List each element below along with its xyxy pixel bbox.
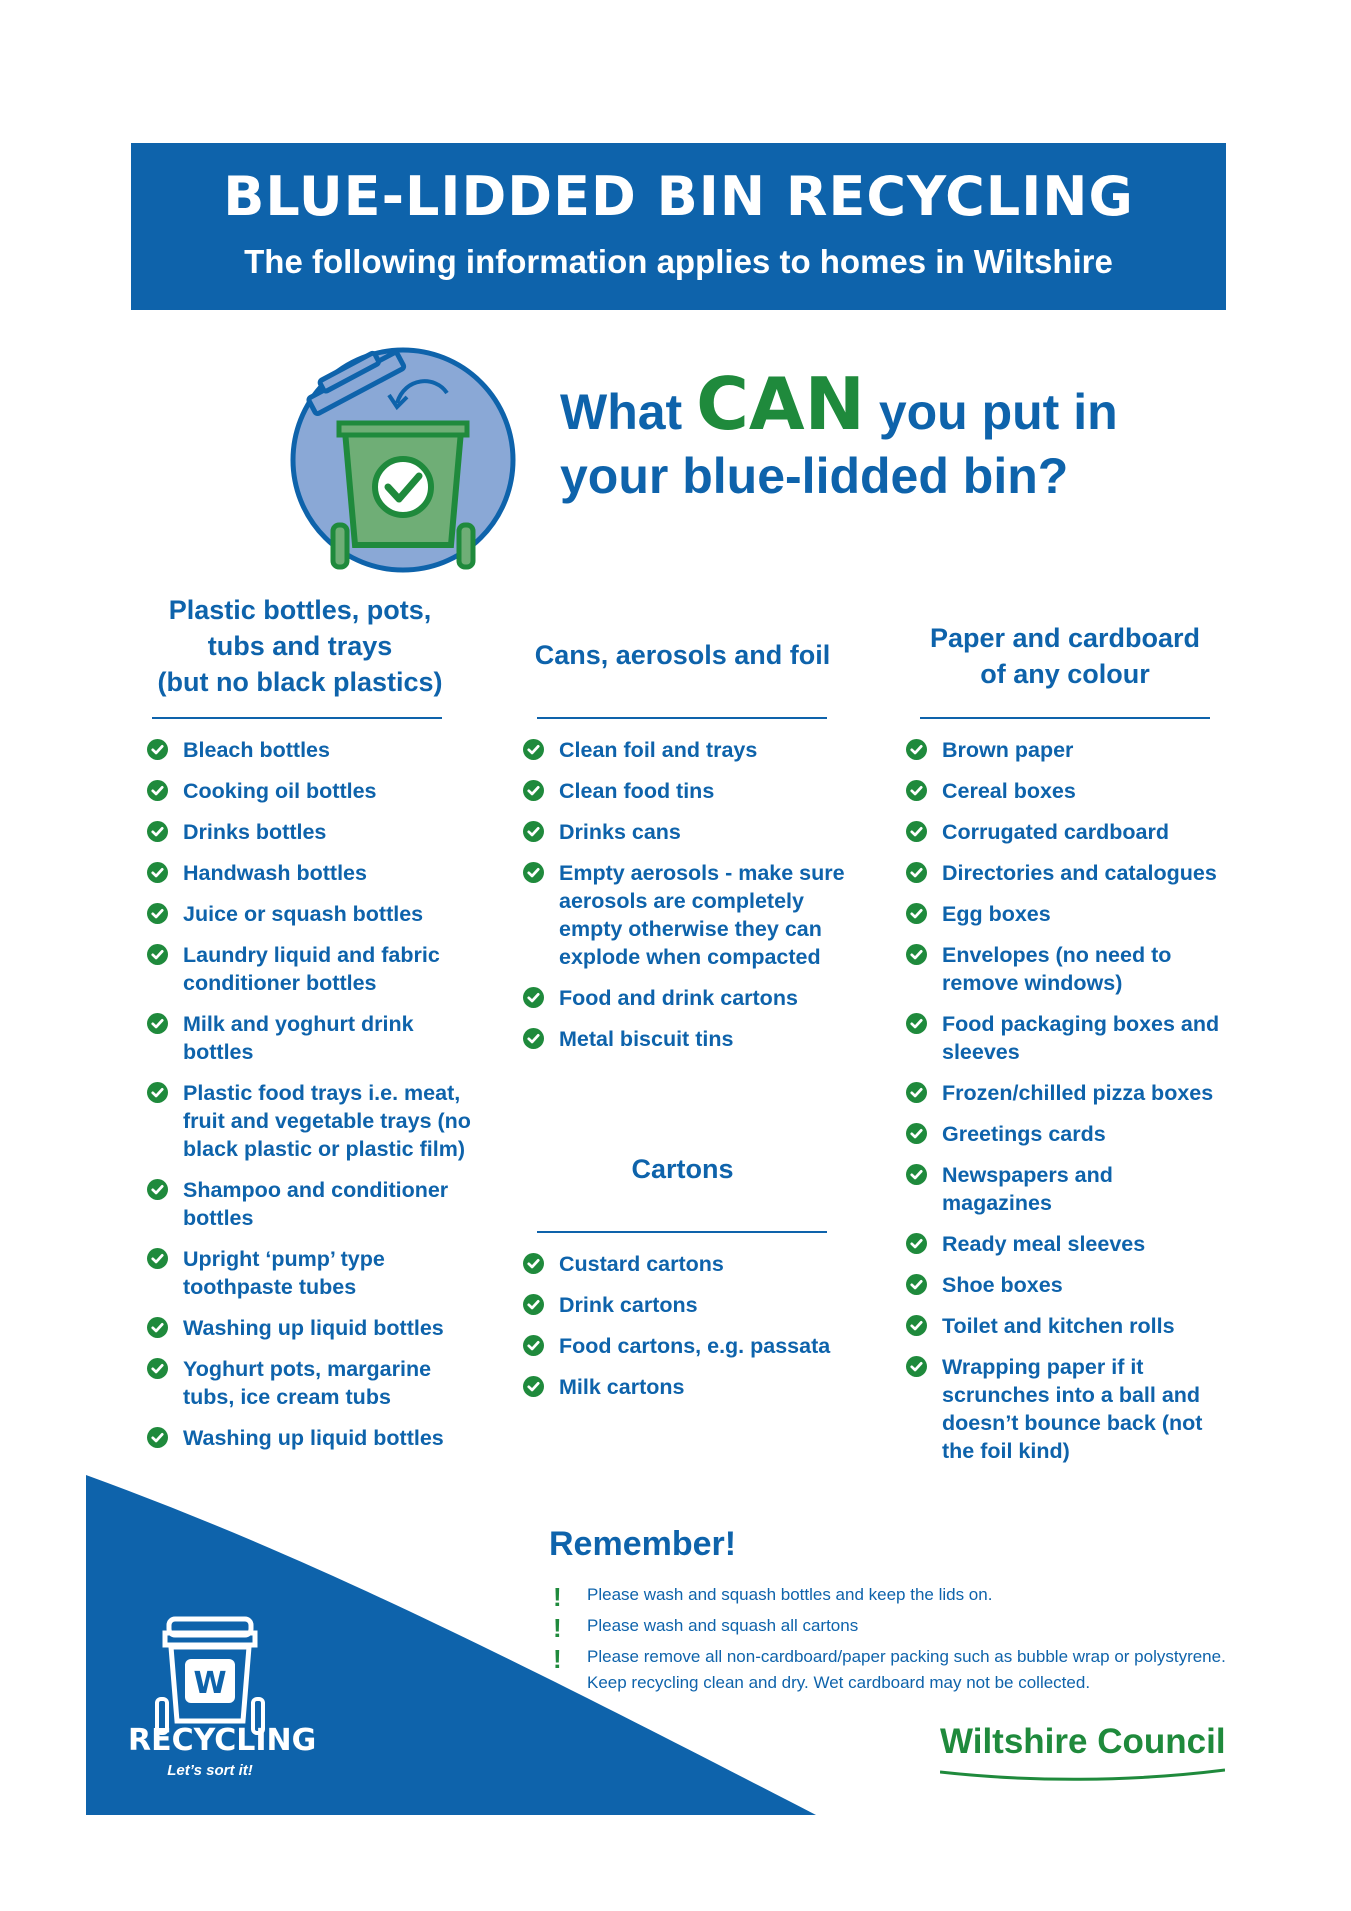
list-item-text: Shoe boxes [942, 1273, 1063, 1297]
list-item-text: Washing up liquid bottles [183, 1316, 444, 1340]
check-icon [906, 1274, 927, 1295]
check-icon [906, 862, 927, 883]
check-icon [906, 944, 927, 965]
check-icon [147, 1082, 168, 1103]
header-banner [131, 143, 1226, 310]
check-icon [906, 1233, 927, 1254]
check-icon [147, 1358, 168, 1379]
list-item [523, 984, 853, 1012]
list-item-text: Corrugated cardboard [942, 820, 1169, 844]
list-item-text: Washing up liquid bottles [183, 1426, 444, 1450]
list-item-text: Shampoo and conditioner bottles [183, 1178, 449, 1230]
headline-part-1: What [560, 384, 697, 440]
list-item [523, 859, 853, 971]
cans-heading-line: Cans, aerosols and foil [534, 640, 831, 670]
list-item [906, 1010, 1226, 1066]
check-icon [147, 903, 168, 924]
check-icon [147, 1317, 168, 1338]
check-icon [147, 780, 168, 801]
list-item-text: Newspapers and magazines [942, 1163, 1113, 1215]
check-icon [147, 862, 168, 883]
remember-item [553, 1644, 1243, 1696]
cans-list [523, 736, 853, 1066]
check-icon [147, 1427, 168, 1448]
list-item [147, 941, 487, 997]
list-item [906, 736, 1226, 764]
list-item [906, 818, 1226, 846]
plastic-heading-line: tubs and trays [207, 631, 393, 661]
list-item-text: Egg boxes [942, 902, 1051, 926]
list-item [523, 1250, 843, 1278]
check-icon [523, 739, 544, 760]
plastic-list [147, 736, 487, 1465]
check-icon [147, 1013, 168, 1034]
paper-heading-line: of any colour [980, 659, 1150, 689]
cartons-list [523, 1250, 843, 1414]
list-item-text: Brown paper [942, 738, 1074, 762]
list-item [147, 1176, 487, 1232]
list-item [906, 1271, 1226, 1299]
logo-tagline: Let’s sort it! [167, 1762, 253, 1779]
list-item [523, 736, 853, 764]
list-item-text: Milk and yoghurt drink bottles [183, 1012, 414, 1064]
list-item-text: Custard cartons [559, 1252, 724, 1276]
check-icon [906, 1082, 927, 1103]
check-icon [906, 1356, 927, 1377]
headline-can: CAN [696, 362, 865, 446]
cans-heading [520, 637, 845, 673]
check-icon [906, 1164, 927, 1185]
list-item-text: Plastic food trays i.e. meat, fruit and vegetable trays (no black plastic or plastic film) [183, 1081, 471, 1161]
check-icon [906, 821, 927, 842]
list-item [147, 1314, 487, 1342]
logo-letter: W [193, 1666, 227, 1701]
list-item-text: Laundry liquid and fabric conditioner bottles [183, 943, 440, 995]
cartons-heading [520, 1151, 845, 1187]
list-item-text: Yoghurt pots, margarine tubs, ice cream tubs [183, 1357, 432, 1409]
list-item [906, 777, 1226, 805]
list-item-text: Food packaging boxes and sleeves [942, 1012, 1220, 1064]
list-item [523, 777, 853, 805]
list-item [906, 859, 1226, 887]
list-item-text: Bleach bottles [183, 738, 330, 762]
list-item [906, 1161, 1226, 1217]
list-item [147, 1079, 487, 1163]
list-item [906, 900, 1226, 928]
exclamation-icon: ! [553, 1644, 562, 1674]
list-item-text: Upright ‘pump’ type toothpaste tubes [183, 1247, 385, 1299]
remember-heading: Remember! [549, 1525, 737, 1563]
list-item [147, 1010, 487, 1066]
list-item [523, 1373, 843, 1401]
council-logo-swoosh [940, 1768, 1225, 1782]
check-icon [147, 821, 168, 842]
list-item [906, 941, 1226, 997]
check-icon [906, 1013, 927, 1034]
remember-text: Please wash and squash all cartons [587, 1616, 859, 1635]
remember-item [553, 1613, 1243, 1643]
list-item-text: Frozen/chilled pizza boxes [942, 1081, 1214, 1105]
list-item-text: Milk cartons [559, 1375, 685, 1399]
check-icon [523, 1376, 544, 1397]
check-icon [523, 780, 544, 801]
list-item-text: Drink cartons [559, 1293, 698, 1317]
list-item-text: Cooking oil bottles [183, 779, 377, 803]
list-item [147, 1245, 487, 1301]
list-item [523, 818, 853, 846]
headline-line-1 [560, 362, 1118, 446]
recycling-bin-logo-icon [125, 1603, 317, 1788]
list-item-text: Empty aerosols - make sure aerosols are completely empty otherwise they can explode when compacted [559, 861, 845, 969]
list-item-text: Greetings cards [942, 1122, 1106, 1146]
headline [560, 362, 1118, 508]
list-item [147, 1355, 487, 1411]
logo-name: RECYCLING [128, 1723, 317, 1758]
plastic-heading-line: (but no black plastics) [157, 667, 443, 697]
blue-bin-check-icon [285, 335, 525, 575]
list-item [523, 1332, 843, 1360]
check-icon [523, 1028, 544, 1049]
list-item [906, 1353, 1226, 1465]
list-item-text: Metal biscuit tins [559, 1027, 734, 1051]
list-item-text: Juice or squash bottles [183, 902, 424, 926]
check-icon [147, 944, 168, 965]
check-icon [523, 1294, 544, 1315]
list-item [147, 818, 487, 846]
page-subtitle: The following information applies to homes in Wiltshire [244, 243, 1113, 280]
page-title: BLUE-LIDDED BIN RECYCLING [223, 165, 1134, 228]
remember-list [553, 1582, 1243, 1701]
list-item-text: Food and drink cartons [559, 986, 798, 1010]
check-icon [906, 739, 927, 760]
list-item-text: Directories and catalogues [942, 861, 1217, 885]
list-item-text: Clean foil and trays [559, 738, 758, 762]
list-item [147, 900, 487, 928]
exclamation-icon: ! [553, 1613, 562, 1643]
check-icon [523, 821, 544, 842]
cartons-heading-line: Cartons [631, 1154, 734, 1184]
cartons-divider [537, 1231, 827, 1233]
list-item-text: Handwash bottles [183, 861, 367, 885]
plastic-heading-line: Plastic bottles, pots, [168, 595, 432, 625]
check-icon [523, 1253, 544, 1274]
check-icon [523, 862, 544, 883]
remember-item [553, 1582, 1243, 1612]
paper-divider [920, 717, 1210, 719]
list-item [906, 1230, 1226, 1258]
list-item [147, 736, 487, 764]
list-item-text: Wrapping paper if it scrunches into a ball and doesn’t bounce back (not the foil kind) [942, 1355, 1203, 1463]
list-item [906, 1079, 1226, 1107]
cans-divider [537, 717, 827, 719]
list-item-text: Drinks bottles [183, 820, 327, 844]
list-item-text: Ready meal sleeves [942, 1232, 1146, 1256]
headline-part-2: you put in [864, 384, 1118, 440]
council-logo-text: Wiltshire Council [940, 1722, 1226, 1761]
headline-line-2: your blue-lidded bin? [560, 448, 1069, 504]
check-icon [523, 1335, 544, 1356]
remember-text: Please remove all non-cardboard/paper packing such as bubble wrap or polystyrene. Keep recycling clean and dry. Wet cardboard may not be collected. [587, 1647, 1226, 1692]
check-icon [906, 1123, 927, 1144]
list-item [523, 1291, 843, 1319]
list-item-text: Toilet and kitchen rolls [942, 1314, 1175, 1338]
list-item [906, 1312, 1226, 1340]
list-item [147, 777, 487, 805]
paper-heading-line: Paper and cardboard [929, 623, 1201, 653]
list-item-text: Envelopes (no need to remove windows) [942, 943, 1172, 995]
check-icon [523, 987, 544, 1008]
list-item-text: Food cartons, e.g. passata [559, 1334, 831, 1358]
remember-text: Please wash and squash bottles and keep the lids on. [587, 1585, 993, 1604]
paper-heading [905, 620, 1225, 692]
list-item [523, 1025, 853, 1053]
list-item-text: Clean food tins [559, 779, 715, 803]
paper-list [906, 736, 1226, 1478]
check-icon [906, 1315, 927, 1336]
check-icon [147, 739, 168, 760]
plastic-divider [152, 717, 442, 719]
check-icon [147, 1179, 168, 1200]
list-item-text: Drinks cans [559, 820, 681, 844]
check-icon [147, 1248, 168, 1269]
plastic-heading [135, 592, 465, 700]
list-item-text: Cereal boxes [942, 779, 1076, 803]
list-item [147, 1424, 487, 1452]
list-item [147, 859, 487, 887]
check-icon [906, 780, 927, 801]
check-icon [906, 903, 927, 924]
list-item [906, 1120, 1226, 1148]
exclamation-icon: ! [553, 1582, 562, 1612]
